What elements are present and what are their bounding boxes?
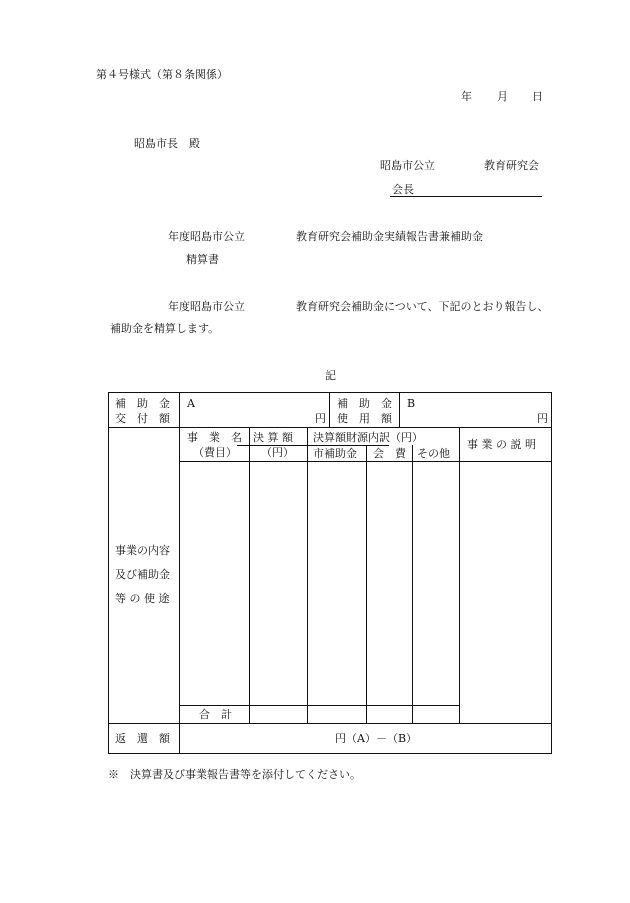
refund-label: 返 還 額	[115, 732, 170, 745]
ki-label: 記	[325, 369, 336, 382]
total-label: 合 計	[199, 708, 232, 721]
col-project-2: （費目）	[193, 446, 237, 459]
sender-org-prefix: 昭島市公立	[380, 159, 435, 172]
chair-signature-line	[390, 182, 542, 197]
form-number: 第４号様式（第８条関係）	[96, 68, 228, 81]
sender-org-suffix: 教育研究会	[484, 159, 539, 172]
col-line-amount	[249, 427, 250, 723]
grant-label-1: 補 助 金	[115, 397, 170, 410]
col-line-description	[459, 427, 460, 723]
col-line-fee	[366, 445, 367, 723]
grant-unit: 円	[315, 412, 326, 425]
row-line-header	[109, 427, 551, 428]
body-line2: 補助金を精算します。	[110, 322, 220, 335]
row-label-1: 事業の内容	[115, 544, 170, 557]
col-project-1: 事 業 名	[187, 431, 242, 444]
body-line1-prefix: 年度昭島市公立	[168, 300, 245, 313]
row-line-total	[179, 705, 459, 706]
date-day: 日	[532, 90, 543, 103]
used-unit: 円	[537, 412, 548, 425]
row-line-refund	[109, 723, 551, 724]
col-breakdown: 決算額財源内訳（円）	[313, 431, 423, 444]
col-city: 市補助金	[313, 447, 357, 460]
used-label-1: 補 助 金	[337, 397, 392, 410]
grant-a-marker: A	[187, 397, 195, 410]
col-line-label	[179, 393, 180, 753]
col-line-used-label	[399, 393, 400, 427]
body-line1-suffix: 教育研究会補助金について、下記のとおり報告し、	[296, 300, 549, 313]
row-label-2: 及び補助金	[115, 568, 170, 581]
col-line-breakdown	[307, 427, 308, 723]
sender-chair-label: 会長	[392, 183, 414, 196]
report-table	[108, 392, 552, 754]
col-other: その他	[417, 447, 450, 460]
refund-formula: 円（A）－（B）	[335, 732, 418, 745]
col-amount-1: 決 算 額	[253, 431, 293, 444]
col-line-mid-top	[329, 393, 330, 427]
col-description: 事 業 の 説 明	[467, 438, 536, 451]
title-line2: 精算書	[186, 253, 219, 266]
attachment-note: ※ 決算書及び事業報告書等を添付してください。	[108, 768, 361, 781]
grant-label-2: 交 付 額	[115, 412, 170, 425]
title-line1-prefix: 年度昭島市公立	[168, 230, 245, 243]
row-label-3: 等 の 使 途	[115, 592, 170, 605]
col-line-other	[412, 445, 413, 723]
used-b-marker: B	[407, 397, 416, 410]
title-line1-suffix: 教育研究会補助金実績報告書兼補助金	[296, 230, 483, 243]
col-amount-2: （円）	[261, 446, 294, 459]
col-fee: 会 費	[373, 447, 406, 460]
recipient: 昭島市長 殿	[134, 137, 200, 150]
date-month: 月	[497, 90, 508, 103]
date-year: 年	[461, 90, 472, 103]
used-label-2: 使 用 額	[337, 412, 392, 425]
row-line-columns	[179, 461, 551, 462]
